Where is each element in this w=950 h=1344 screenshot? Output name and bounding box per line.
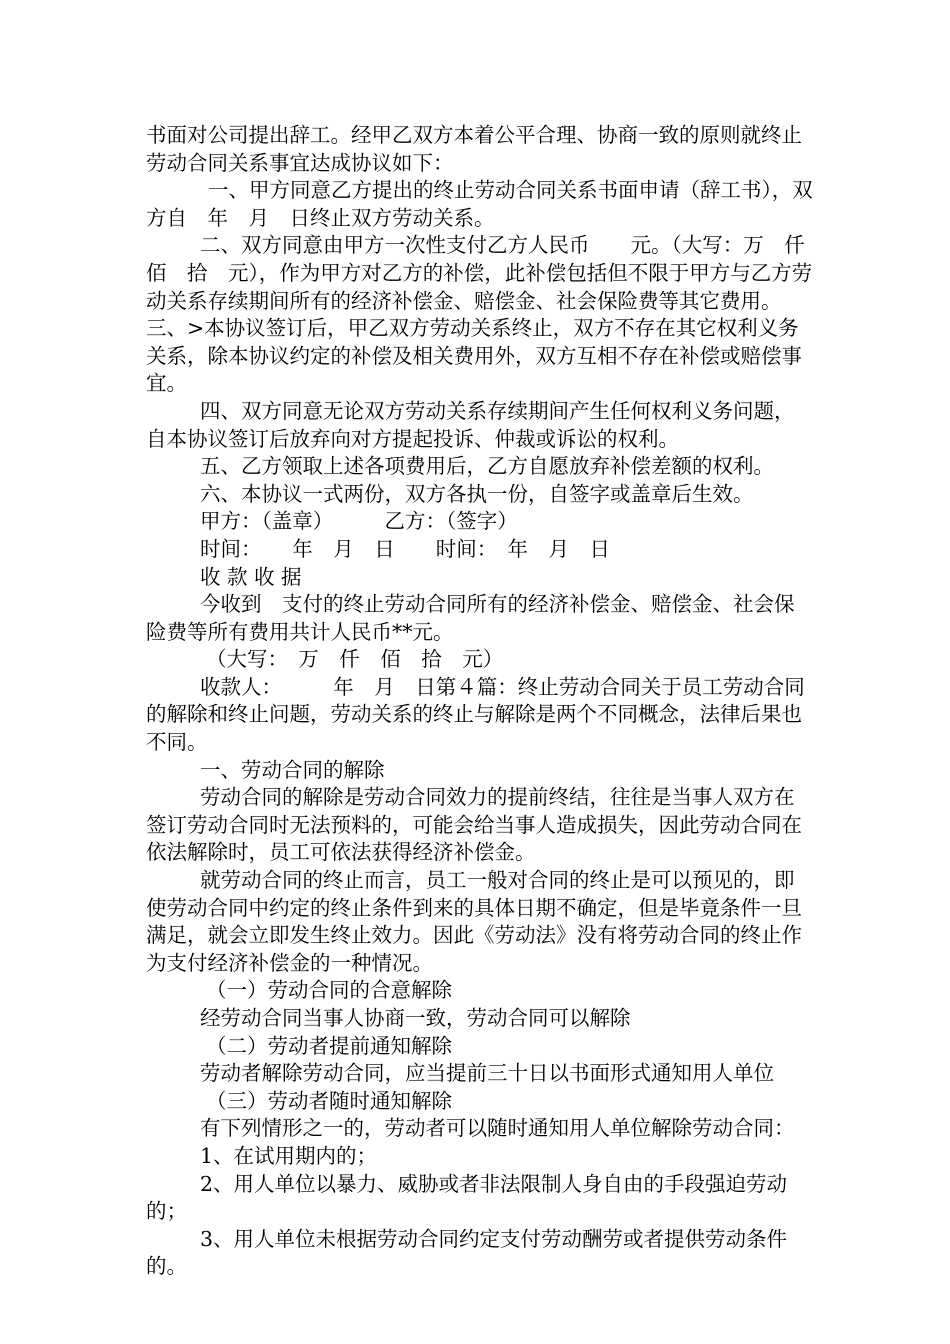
document-paragraph: （二）劳动者提前通知解除 (206, 1033, 452, 1058)
document-paragraph: 收款人： 年 月 日第４篇：终止劳动合同关于员工劳动合同的解除和终止问题，劳动关系的终止与解除是两个不同概念，法律后果也不同。 (146, 674, 805, 755)
document-paragraph: 收 款 收 据 (200, 564, 302, 589)
document-paragraph: 一、劳动合同的解除 (200, 757, 385, 782)
document-paragraph: 就劳动合同的终止而言，员工一般对合同的终止是可以预见的，即使劳动合同中约定的终止条件到来的具体日期不确定，但是毕竟条件一旦满足，就会立即发生终止效力。因此《劳动法》没有将劳动合同的终止作为支付经济补偿金的一种情况。 (146, 868, 802, 975)
document-paragraph: 今收到 支付的终止劳动合同所有的经济补偿金、赔偿金、社会保险费等所有费用共计人民币**元。 (146, 592, 795, 644)
document-paragraph: 时间： 年 月 日 时间： 年 月 日 (200, 536, 610, 561)
document-paragraph: 六、本协议一式两份，双方各执一份，自签字或盖章后生效。 (200, 481, 754, 506)
document-paragraph: 2、用人单位以暴力、威胁或者非法限制人身自由的手段强迫劳动的； (146, 1171, 788, 1224)
document-paragraph: （一）劳动合同的合意解除 (206, 978, 452, 1003)
document-paragraph: 书面对公司提出辞工。经甲乙双方本着公平合理、协商一致的原则就终止劳动合同关系事宜达成协议如下： (146, 123, 802, 175)
document-paragraph: （三）劳动者随时通知解除 (206, 1088, 452, 1113)
document-paragraph: 经劳动合同当事人协商一致，劳动合同可以解除 (200, 1006, 631, 1030)
document-paragraph: 1、在试用期内的； (200, 1143, 378, 1168)
document-paragraph: （大写： 万 仟 佰 拾 元） (206, 647, 504, 672)
document-paragraph: 五、乙方领取上述各项费用后，乙方自愿放弃补偿差额的权利。 (200, 454, 774, 479)
document-paragraph: 四、双方同意无论双方劳动关系存续期间产生任何权利义务问题，自本协议签订后放弃向对方提起投诉、仲裁或诉讼的权利。 (146, 398, 795, 451)
document-paragraph: 有下列情形之一的，劳动者可以随时通知用人单位解除劳动合同： (200, 1116, 795, 1141)
document-body (146, 122, 826, 1281)
document-paragraph: 3、用人单位未根据劳动合同约定支付劳动酬劳或者提供劳动条件的。 (146, 1226, 788, 1279)
document-paragraph: 甲方：（盖章） 乙方：（签字） (200, 509, 518, 534)
document-paragraph: 二、双方同意由甲方一次性支付乙方人民币 元。（大写：万 仟 佰 拾 元），作为甲方对乙方的补偿，此补偿包括但不限于甲方与乙方劳动关系存续期间所有的经济补偿金、赔偿金、社会保险费等其它费用。三、>本协议签订后，甲乙双方劳动关系终止，双方不存在其它权利义务关系，除本协议约定的补偿及相关费用外，双方互相不存在补偿或赔偿事宜。 (146, 233, 826, 396)
document-paragraph: 劳动者解除劳动合同，应当提前三十日以书面形式通知用人单位 (200, 1061, 774, 1086)
document-paragraph: 一、甲方同意乙方提出的终止劳动合同关系书面申请（辞工书），双方自 年 月 日终止双方劳动关系。 (146, 178, 813, 230)
document-paragraph: 劳动合同的解除是劳动合同效力的提前终结，往往是当事人双方在签订劳动合同时无法预料的，可能会给当事人造成损失，因此劳动合同在依法解除时，员工可依法获得经济补偿金。 (146, 785, 802, 865)
